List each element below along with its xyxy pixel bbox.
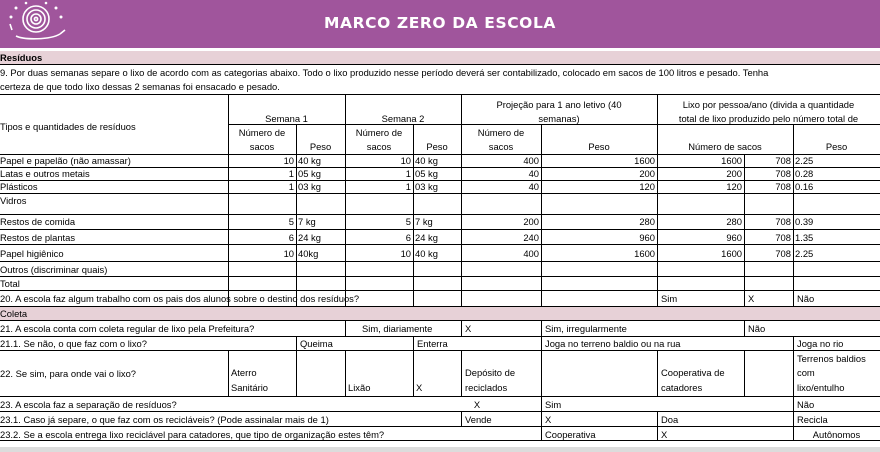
header-s2-sacos-l2: sacos xyxy=(366,141,392,152)
row-s1-sacos: 6 xyxy=(288,232,294,243)
row-l-sacos: 200 xyxy=(726,168,742,179)
row-l-people: 708 xyxy=(775,168,791,179)
grid-line xyxy=(0,193,880,194)
row-name: Restos de plantas xyxy=(0,232,76,243)
row-p-sacos: 240 xyxy=(523,232,539,243)
row-s2-sacos: 5 xyxy=(405,216,411,227)
answer-mark[interactable]: X xyxy=(461,321,541,336)
row-s1-peso: 40 kg xyxy=(298,155,321,166)
row-name: Restos de comida xyxy=(0,216,76,227)
row-p-sacos: 40 xyxy=(528,181,539,192)
answer-terrenos-baldios[interactable] xyxy=(793,351,880,396)
row-p-sacos: 400 xyxy=(523,155,539,166)
row-l-peso: 2.25 xyxy=(795,248,814,259)
answer-mark[interactable]: X xyxy=(541,412,657,426)
header-s1-peso: Peso xyxy=(309,141,332,152)
row-s2-sacos: 1 xyxy=(405,168,411,179)
answer-lixao-label: Lixão xyxy=(348,382,371,393)
grid-line xyxy=(0,306,880,307)
row-p-peso: 280 xyxy=(639,216,655,227)
row-l-sacos: 280 xyxy=(726,216,742,227)
row-l-peso: 0.39 xyxy=(795,216,814,227)
row-s1-peso: 40kg xyxy=(298,248,319,259)
row-name: Vidros xyxy=(0,195,27,206)
row-s2-sacos: 6 xyxy=(405,232,411,243)
answer-terrenos-l2: com xyxy=(797,367,815,378)
row-l-sacos: 960 xyxy=(726,232,742,243)
row-s2-peso: 7 kg xyxy=(415,216,433,227)
grid-line xyxy=(0,94,880,95)
row-l-peso: 1.35 xyxy=(795,232,814,243)
row-p-sacos: 400 xyxy=(523,248,539,259)
row-l-peso: 0.28 xyxy=(795,168,814,179)
row-name: Papel higiênico xyxy=(0,248,64,259)
answer-blank[interactable] xyxy=(296,351,345,396)
header-semana1: Semana 1 xyxy=(265,113,308,124)
row-s1-peso: 7 kg xyxy=(298,216,316,227)
row-name: Papel e papelão (não amassar) xyxy=(0,155,131,166)
answer-cooperativa[interactable] xyxy=(657,351,744,396)
answer-blank[interactable] xyxy=(744,351,793,396)
answer-sim-irregularmente[interactable]: Sim, irregularmente xyxy=(541,321,744,336)
row-l-people: 708 xyxy=(775,248,791,259)
row-s2-peso: 40 kg xyxy=(415,248,438,259)
header-p-sacos-l1: Número de xyxy=(477,127,525,138)
question-23-2: 23.2. Se a escola entrega lixo reciclável para catadores, que tipo de organização estes têm? xyxy=(0,429,385,440)
row-s2-peso: 40 kg xyxy=(415,155,438,166)
row-s2-peso: 24 kg xyxy=(415,232,438,243)
grid-line xyxy=(0,440,880,441)
row-s1-sacos: 5 xyxy=(288,216,294,227)
answer-sim[interactable]: Sim xyxy=(541,397,657,411)
row-s2-peso: 03 kg xyxy=(415,181,438,192)
row-p-peso: 960 xyxy=(639,232,655,243)
grid-line xyxy=(0,244,880,245)
grid-line xyxy=(0,261,880,262)
header-lixo-line1: Lixo por pessoa/ano (divida a quantidade xyxy=(682,99,855,110)
answer-nao[interactable]: Não xyxy=(793,291,880,306)
grid-line xyxy=(0,276,880,277)
answer-terreno-baldio[interactable]: Joga no terreno baldio ou na rua xyxy=(541,337,793,350)
answer-sim[interactable]: Sim xyxy=(657,291,744,306)
answer-recicla[interactable]: Recicla xyxy=(793,412,880,426)
header-projecao-line2: semanas) xyxy=(538,113,580,124)
answer-coop-l1: Cooperativa de xyxy=(661,367,725,378)
row-s1-peso: 05 kg xyxy=(298,168,321,179)
section-title-residuos: Resíduos xyxy=(0,52,43,63)
question-20: 20. A escola faz algum trabalho com os pais dos alunos sobre o destino dos resíduos? xyxy=(0,293,360,304)
grid-line xyxy=(228,94,229,306)
answer-nao[interactable]: Não xyxy=(793,397,880,411)
answer-terrenos-l3: lixo/entulho xyxy=(797,382,845,393)
answer-mark-label: X xyxy=(416,382,423,393)
row-s2-sacos: 10 xyxy=(400,248,411,259)
row-p-sacos: 200 xyxy=(523,216,539,227)
row-p-peso: 1600 xyxy=(634,248,655,259)
header-tipos: Tipos e quantidades de resíduos xyxy=(0,121,136,132)
answer-mark[interactable] xyxy=(413,351,461,396)
grid-line xyxy=(345,94,346,306)
question-23-1: 23.1. Caso já separe, o que faz com os recicláveis? (Pode assinalar mais de 1) xyxy=(0,414,329,425)
row-l-sacos: 1600 xyxy=(721,155,742,166)
question-9-line1: 9. Por duas semanas separe o lixo de acordo com as categorias abaixo. Todo o lixo produzido nesse período deverá ser contabilizado, colocado em sacos de 100 litros e pesado. Tenha xyxy=(0,67,769,78)
row-p-peso: 1600 xyxy=(634,155,655,166)
question-22: 22. Se sim, para onde vai o lixo? xyxy=(0,368,137,379)
header-projecao-line1: Projeção para 1 ano letivo (40 xyxy=(496,99,622,110)
row-s2-peso: 05 kg xyxy=(415,168,438,179)
row-l-people: 708 xyxy=(775,232,791,243)
row-s1-peso: 24 kg xyxy=(298,232,321,243)
row-s1-sacos: 1 xyxy=(288,168,294,179)
row-s1-sacos: 10 xyxy=(283,155,294,166)
header-s1-sacos-l2: sacos xyxy=(249,141,275,152)
question-9-line2: certeza de que todo lixo dessas 2 semanas foi ensacado e pesado. xyxy=(0,81,280,92)
answer-aterro-l2: Sanitário xyxy=(231,382,269,393)
question-21-1: 21.1. Se não, o que faz com o lixo? xyxy=(0,338,147,349)
answer-cooperativa[interactable]: Cooperativa xyxy=(541,427,657,440)
row-l-peso: 2.25 xyxy=(795,155,814,166)
grid-line xyxy=(0,396,880,397)
page-title: MARCO ZERO DA ESCOLA xyxy=(323,14,557,32)
row-l-people: 708 xyxy=(775,216,791,227)
answer-nao[interactable]: Não xyxy=(744,321,880,336)
answer-mark[interactable]: X xyxy=(744,291,793,306)
row-s1-sacos: 10 xyxy=(283,248,294,259)
row-name: Outros (discriminar quais) xyxy=(0,264,108,275)
row-p-peso: 120 xyxy=(639,181,655,192)
answer-queima[interactable]: Queima xyxy=(296,337,413,350)
page-header xyxy=(0,0,880,48)
spreadsheet xyxy=(0,48,880,452)
answer-deposito-l2: reciclados xyxy=(465,382,508,393)
sheet-tab-bar xyxy=(0,447,880,452)
row-l-peso: 0.16 xyxy=(795,181,814,192)
header-p-sacos-l2: sacos xyxy=(488,141,514,152)
grid-line xyxy=(0,229,880,230)
answer-terrenos-l1: Terrenos baldios xyxy=(797,353,866,364)
header-semana2: Semana 2 xyxy=(381,113,425,124)
answer-coop-l2: catadores xyxy=(661,382,703,393)
grid-line xyxy=(228,124,880,125)
answer-mark[interactable]: X xyxy=(473,399,481,410)
header-s2-sacos-l1: Número de xyxy=(355,127,403,138)
answer-mark[interactable]: X xyxy=(657,427,793,440)
section-title-coleta: Coleta xyxy=(0,308,28,319)
answer-aterro-l1: Aterro xyxy=(231,367,257,378)
row-l-sacos: 120 xyxy=(726,181,742,192)
grid-line xyxy=(0,214,880,215)
answer-autonomos[interactable]: Autônomos xyxy=(812,429,861,440)
answer-aterro[interactable] xyxy=(228,351,296,396)
answer-blank[interactable] xyxy=(541,351,657,396)
grid-line xyxy=(657,291,658,306)
grid-line xyxy=(793,427,794,440)
header-l-peso: Peso xyxy=(825,141,848,152)
row-name: Total xyxy=(0,278,20,289)
answer-doa[interactable]: Doa xyxy=(657,412,793,426)
header-lixo-line2: total de lixo produzido pelo número total de xyxy=(678,113,859,124)
row-p-sacos: 40 xyxy=(528,168,539,179)
header-l-sacos: Número de sacos xyxy=(688,141,762,152)
row-s1-peso: 03 kg xyxy=(298,181,321,192)
answer-deposito[interactable] xyxy=(461,351,541,396)
row-name: Latas e outros metais xyxy=(0,168,90,179)
header-s1-sacos-l1: Número de xyxy=(238,127,286,138)
row-l-people: 708 xyxy=(775,181,791,192)
answer-enterra[interactable]: Enterra xyxy=(413,337,541,350)
row-l-sacos: 1600 xyxy=(721,248,742,259)
header-s2-peso: Peso xyxy=(426,141,448,152)
grid-line xyxy=(461,94,462,306)
grid-line xyxy=(657,94,658,306)
question-23: 23. A escola faz a separação de resíduos? xyxy=(0,399,177,410)
row-name: Plásticos xyxy=(0,181,38,192)
header-p-peso: Peso xyxy=(588,141,610,152)
row-s2-sacos: 1 xyxy=(405,181,411,192)
row-s2-sacos: 10 xyxy=(400,155,411,166)
answer-joga-no-rio[interactable]: Joga no rio xyxy=(793,337,880,350)
row-s1-sacos: 1 xyxy=(288,181,294,192)
grid-line xyxy=(0,64,880,65)
row-l-people: 708 xyxy=(775,155,791,166)
answer-lixao[interactable] xyxy=(345,351,413,396)
row-p-peso: 200 xyxy=(639,168,655,179)
answer-sim-diariamente[interactable]: Sim, diariamente xyxy=(345,321,461,336)
answer-vende[interactable]: Vende xyxy=(461,412,541,426)
question-21: 21. A escola conta com coleta regular de lixo pela Prefeitura? xyxy=(0,323,255,334)
answer-deposito-l1: Depósito de xyxy=(465,367,516,378)
